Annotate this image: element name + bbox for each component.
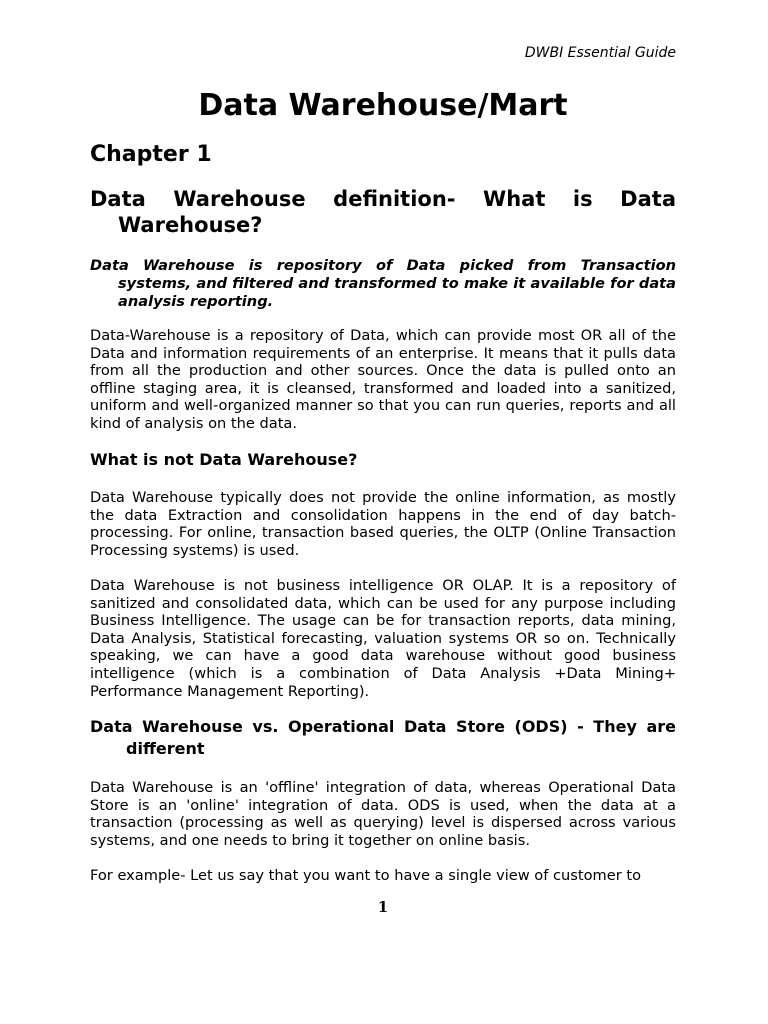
document-page xyxy=(90,0,676,1024)
section-heading-definition: Data Warehouse definition- What is Data Warehouse? xyxy=(90,187,676,237)
not-dw-paragraph-2: Data Warehouse is not business intelligence OR OLAP. It is a repository of sanitized and consolidated data, which can be used for any purpose including Business Intelligence. The usage can be for transaction reports, data mining, Data Analysis, Statistical forecasting, valuation systems OR so on. Technically speaking, we can have a good data warehouse without good business intelligence (which is a combination of Data Analysis +Data Mining+ Performance Management Reporting). xyxy=(90,577,676,700)
section-heading-not-dw: What is not Data Warehouse? xyxy=(90,450,358,469)
running-header: DWBI Essential Guide xyxy=(524,45,676,61)
chapter-heading: Chapter 1 xyxy=(90,142,212,167)
section-heading-dw-vs-ods: Data Warehouse vs. Operational Data Store (ODS) - They are different xyxy=(90,717,676,758)
not-dw-paragraph-1: Data Warehouse typically does not provide the online information, as mostly the data Extraction and consolidation happens in the end of day batch-processing. For online, transaction based queries, the OLTP (Online Transaction Processing systems) is used. xyxy=(90,489,676,559)
definition-lead: Data Warehouse is repository of Data picked from Transaction systems, and filtered and transformed to make it available for data analysis reporting. xyxy=(90,257,676,310)
dw-vs-ods-paragraph-1: Data Warehouse is an 'offline' integration of data, whereas Operational Data Store is an 'online' integration of data. ODS is used, when the data at a transaction (processing as well as querying) level is dispersed across various systems, and one needs to bring it together on online basis. xyxy=(90,779,676,849)
page-number: 1 xyxy=(377,898,389,916)
dw-vs-ods-paragraph-2: For example- Let us say that you want to have a single view of customer to xyxy=(90,867,642,884)
document-title: Data Warehouse/Mart xyxy=(198,88,568,123)
definition-paragraph: Data-Warehouse is a repository of Data, which can provide most OR all of the Data and information requirements of an enterprise. It means that it pulls data from all the production and other sources. Once the data is pulled onto an offline staging area, it is cleansed, transformed and loaded into a sanitized, uniform and well-organized manner so that you can run queries, reports and all kind of analysis on the data. xyxy=(90,327,676,432)
